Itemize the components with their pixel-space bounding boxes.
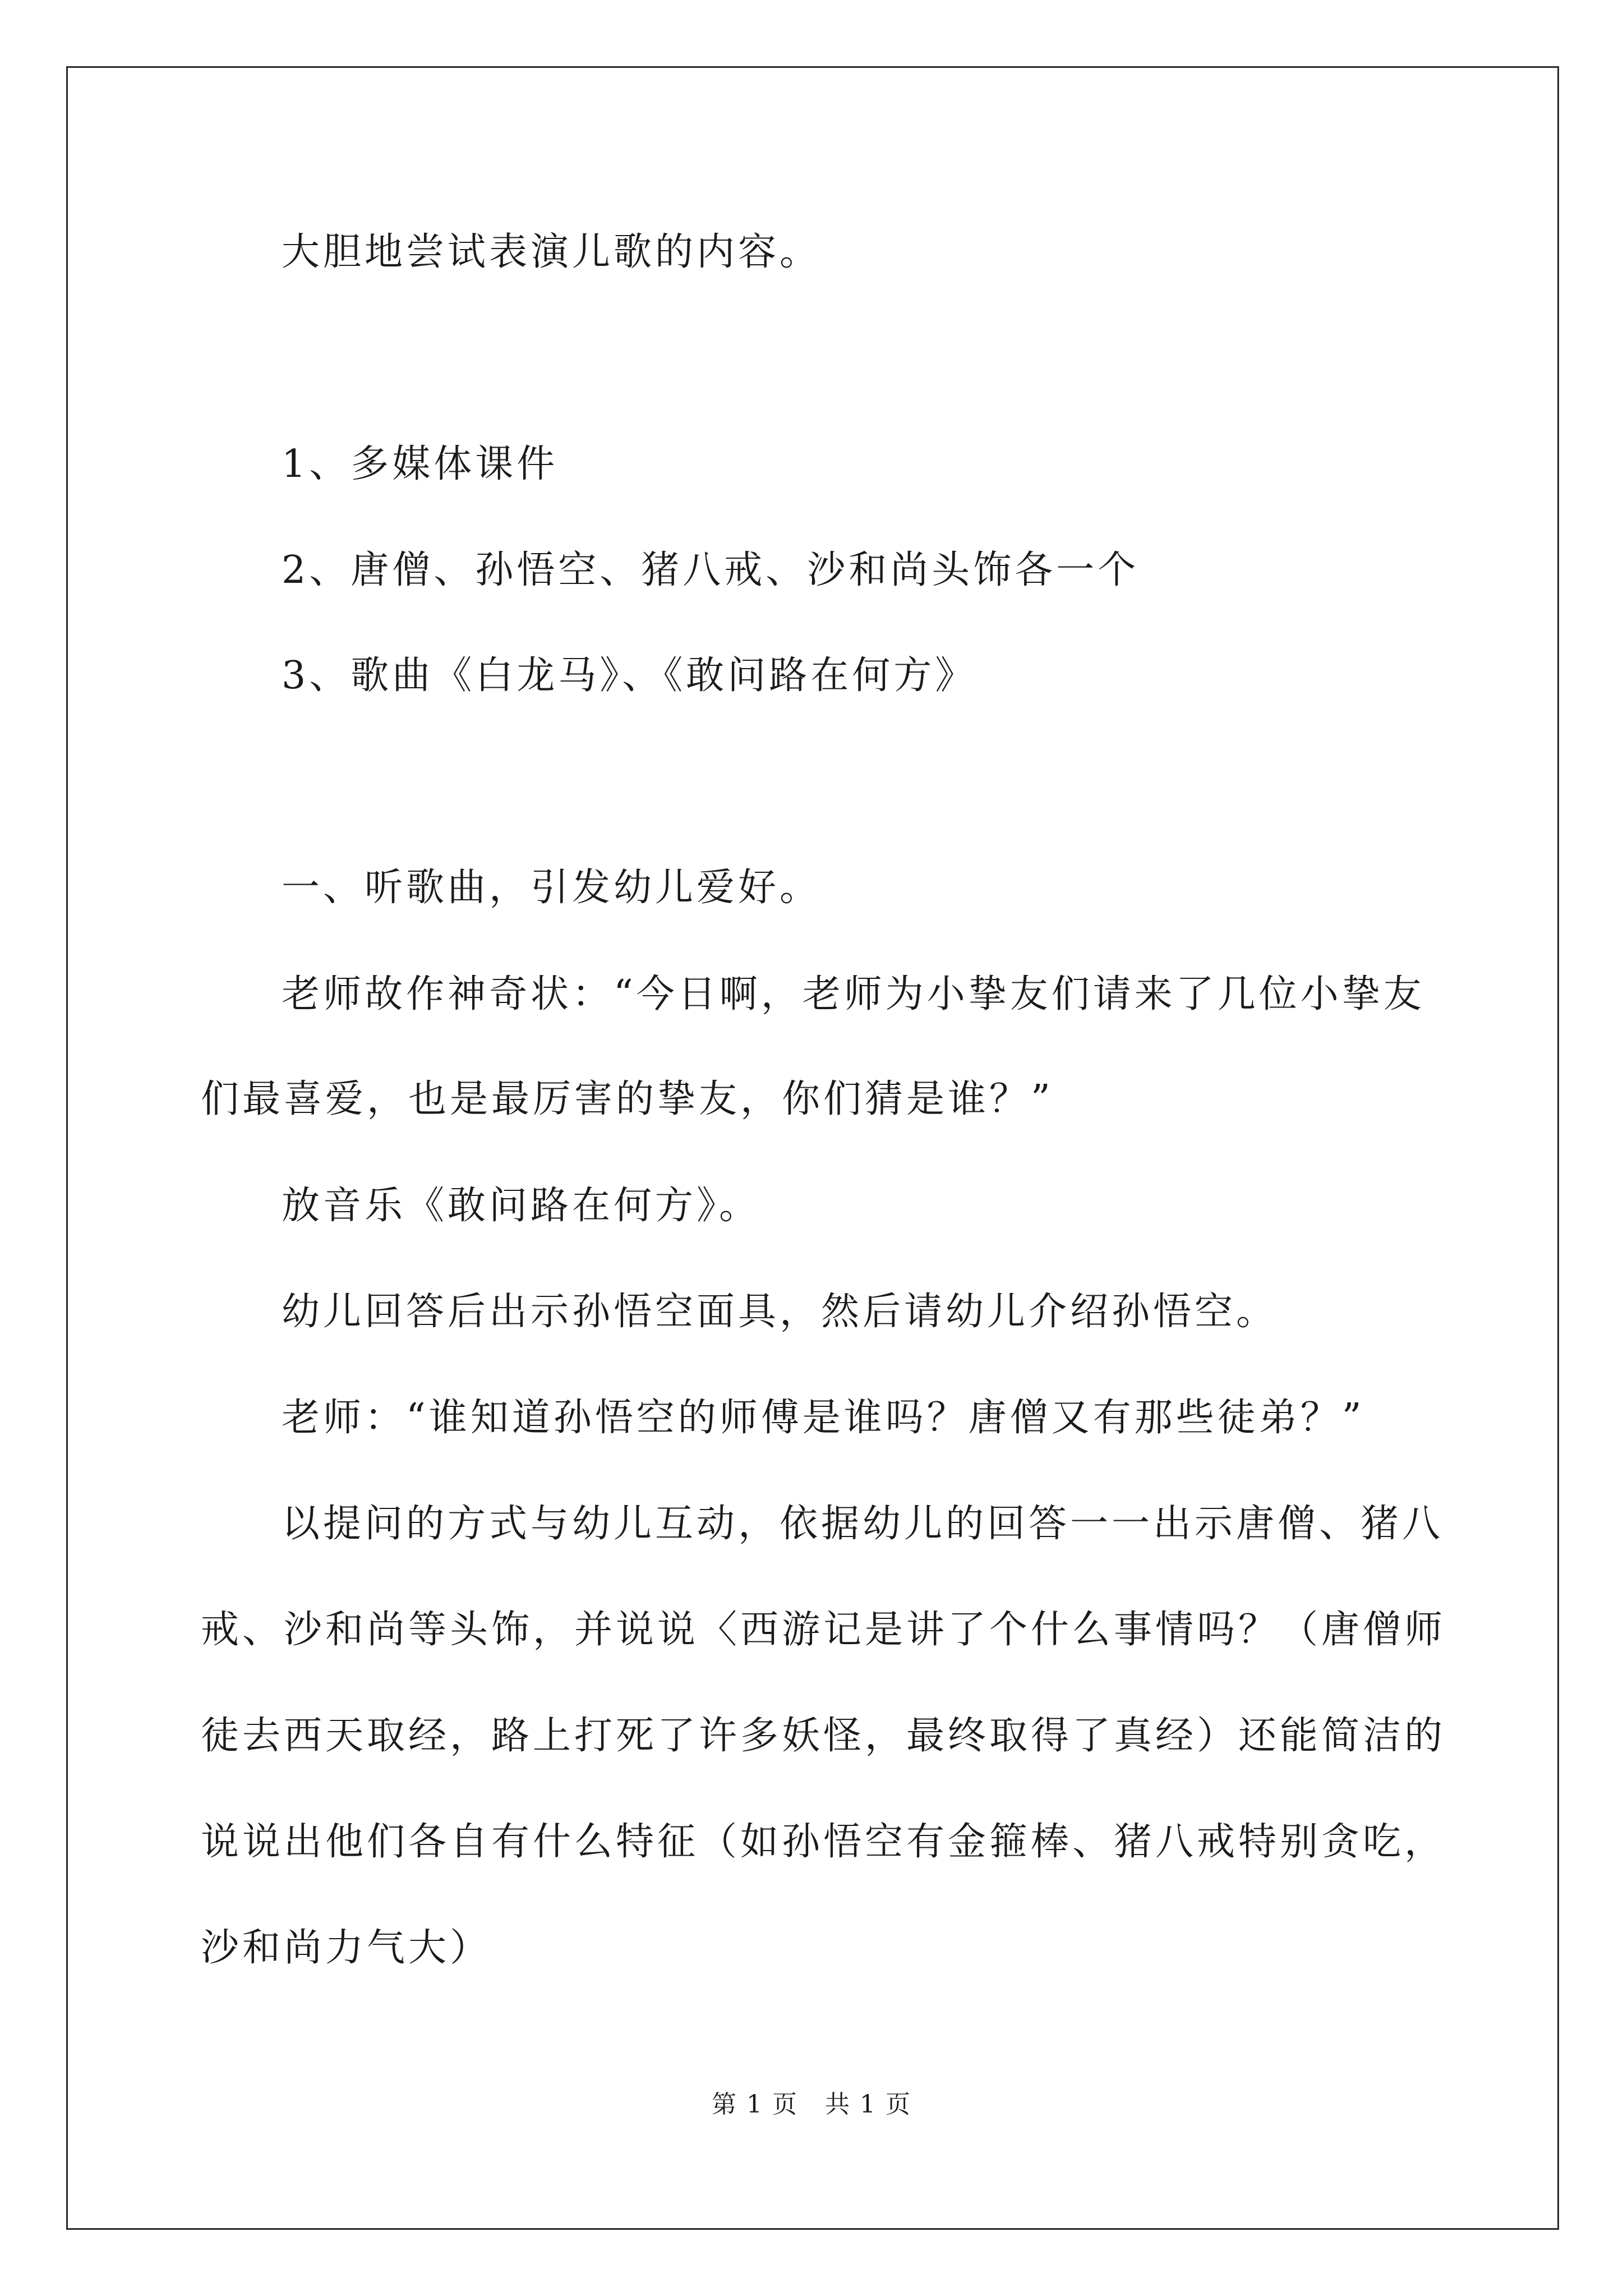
paragraph-line: 幼儿回答后出示孙悟空面具，然后请幼儿介绍孙悟空。 (282, 1290, 1278, 1334)
page-footer (0, 2088, 1623, 2122)
page-total: 共 1 页 (825, 2090, 911, 2119)
paragraph-line: 沙和尚力气大） (201, 1926, 492, 1970)
paragraph-line: 说说出他们各自有什么特征（如孙悟空有金箍棒、猪八戒特别贪吃， (201, 1820, 1446, 1864)
page-number: 第 1 页 (712, 2090, 798, 2119)
section-heading: 一、听歌曲，引发幼儿爱好。 (282, 866, 822, 910)
paragraph-line: 徒去西天取经，路上打死了许多妖怪，最终取得了真经）还能简洁的 (201, 1714, 1446, 1758)
paragraph-line: 放音乐《敢问路在何方》。 (282, 1184, 761, 1228)
materials-item: 3、歌曲《白龙马》、《敢问路在何方》 (282, 654, 977, 698)
paragraph-line: 以提问的方式与幼儿互动，依据幼儿的回答一一出示唐僧、猪八 (282, 1502, 1444, 1546)
paragraph-line: 老师：“谁知道孙悟空的师傅是谁吗？唐僧又有那些徒弟？” (282, 1396, 1365, 1440)
paragraph-line: 老师故作神奇状：“今日啊，老师为小挚友们请来了几位小挚友 (282, 972, 1425, 1016)
paragraph-line: 戒、沙和尚等头饰，并说说〈西游记是讲了个什么事情吗？（唐僧师 (201, 1608, 1446, 1652)
paragraph-line: 大胆地尝试表演儿歌的内容。 (282, 230, 822, 274)
page-border (66, 66, 1559, 2230)
paragraph-line: 们最喜爱，也是最厉害的挚友，你们猜是谁？” (201, 1077, 1054, 1121)
materials-item: 2、唐僧、孙悟空、猪八戒、沙和尚头饰各一个 (282, 548, 1140, 592)
materials-item: 1、多媒体课件 (282, 442, 559, 486)
